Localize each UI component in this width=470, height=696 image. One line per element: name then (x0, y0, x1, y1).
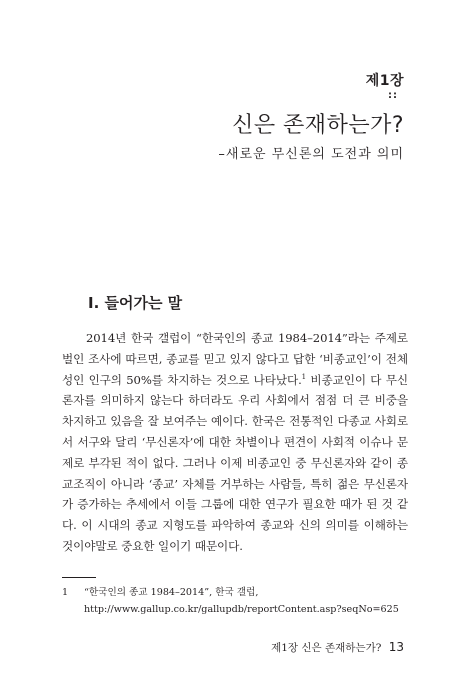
chapter-ornament: :: (388, 90, 398, 101)
chapter-title: 신은 존재하는가? (232, 113, 404, 138)
page-footer (271, 640, 404, 655)
section-heading: I. 들어가는 말 (88, 294, 183, 312)
footnote-divider (62, 577, 96, 578)
body-paragraph (62, 328, 408, 557)
body-text-part1: 2014년 한국 갤럽이 “한국인의 종교 1984–2014”라는 주제로 벌인 조사에 따르면, 종교를 믿고 있지 않다고 답한 ‘비종교인’이 전체 성인 인구의 50%를 차지하는 것으로 나타났다. (62, 331, 408, 387)
chapter-subtitle: –새로운 무신론의 도전과 의미 (218, 147, 404, 162)
body-text-part2: 비종교인이 다 무신론자를 의미하지 않는다 하더라도 우리 사회에서 점점 더 큰 비중을 차지하고 있음을 잘 보여주는 예이다. 한국은 전통적인 다종교 사회로서 서구와 달리 ‘무신론자’에 대한 차별이나 편견이 사회적 이슈나 문제로 부각된 적이 없다. 그러나 이제 비종교인 중 무신론자와 같이 종교조직이 아니라 ‘종교’ 자체를 거부하는 사람들, 특히 젊은 무신론자가 증가하는 추세에서 이들 그룹에 대한 연구가 필요한 때가 된 것 같다. 이 시대의 종교 지형도를 파악하여 종교와 신의 의미를 이해하는 것이야말로 중요한 일이기 때문이다. (62, 372, 408, 553)
footnote (62, 585, 410, 618)
body-text (62, 328, 408, 557)
footnote-text: “한국인의 종교 1984–2014”, 한국 갤럽, http://www.gallup.co.kr/gallupdb/reportContent.asp?seqNo=625 (84, 587, 399, 615)
running-head: 제1장 신은 존재하는가? (271, 642, 382, 654)
chapter-label: 제1장 (365, 73, 404, 89)
page-number: 13 (388, 640, 404, 654)
footnote-number: 1 (62, 587, 69, 598)
footnote-marker[interactable]: 1 (301, 372, 307, 381)
